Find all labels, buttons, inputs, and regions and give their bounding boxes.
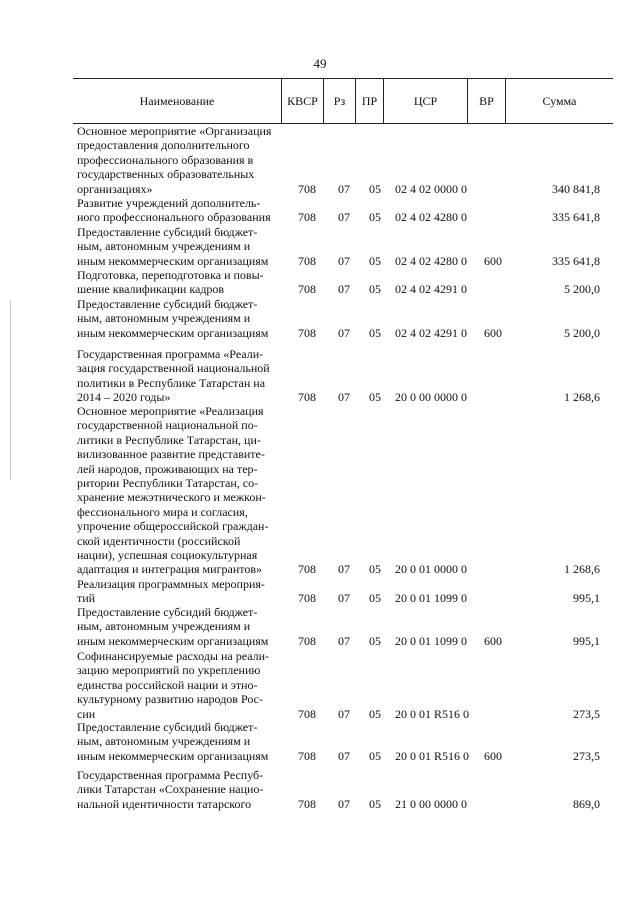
row-name: [77, 605, 277, 648]
row-name-line: лики Татарстан «Сохранение нацио-: [77, 782, 264, 797]
row-rz: 07: [338, 633, 350, 648]
row-rz: 07: [338, 748, 350, 763]
row-kvsr: 708: [298, 181, 316, 196]
row-rz: 07: [338, 796, 350, 811]
row-pr: 05: [369, 282, 381, 297]
row-csr: 02 4 02 4291 0: [395, 282, 467, 297]
row-rz: 07: [338, 591, 350, 606]
row-name: [77, 649, 277, 721]
row-name-line: нации), успешная социокультурная: [77, 548, 258, 563]
row-rz: 07: [338, 253, 350, 268]
row-name-line: организациях»: [77, 181, 153, 196]
row-name-line: Основное мероприятие «Реализация: [77, 404, 264, 418]
row-name-line: хранение межэтнического и межкон-: [77, 490, 266, 505]
row-csr: 02 4 02 4280 0: [395, 253, 467, 268]
row-name-line: государственных образовательных: [77, 167, 255, 182]
row-name-line: культурному развитию народов Рос-: [77, 692, 263, 707]
row-pr: 05: [369, 210, 381, 225]
row-name: [77, 577, 277, 606]
row-name-line: ритории Республики Татарстан, со-: [77, 476, 259, 491]
row-name: [77, 720, 277, 763]
row-vr: 600: [484, 633, 502, 648]
row-name: [77, 297, 277, 340]
row-kvsr: 708: [298, 591, 316, 606]
row-name-line: лей народов, проживающих на тер-: [77, 461, 258, 476]
row-csr: 20 0 00 0000 0: [395, 390, 467, 405]
row-name: [77, 768, 277, 811]
row-name-line: ным, автономным учреждениям и: [77, 734, 251, 749]
row-name-line: единства российской нации и этно-: [77, 677, 258, 692]
header-kvsr: КВСР: [281, 79, 323, 123]
row-name-line: нальной идентичности татарского: [77, 796, 252, 811]
row-kvsr: 708: [298, 562, 316, 577]
row-name: [77, 225, 277, 268]
row-name-line: шение квалификации кадров: [77, 282, 225, 297]
row-vr: 600: [484, 325, 502, 340]
row-vr: 600: [484, 748, 502, 763]
row-name: [77, 347, 277, 405]
row-csr: 20 0 01 1099 0: [395, 591, 467, 606]
row-rz: 07: [338, 325, 350, 340]
row-name-line: ным, автономным учреждениям и: [77, 311, 251, 326]
row-name-line: вилизованное развитие представите-: [77, 447, 265, 462]
row-kvsr: 708: [298, 796, 316, 811]
row-rz: 07: [338, 210, 350, 225]
row-name-line: литики в Республике Татарстан, ци-: [77, 432, 261, 447]
row-name-line: Государственная программа Респуб-: [77, 768, 264, 782]
row-sum: 995,1: [573, 591, 600, 606]
header-csr: ЦСР: [383, 79, 467, 123]
row-name-line: иным некоммерческим организациям: [77, 325, 269, 340]
row-sum: 869,0: [573, 796, 600, 811]
row-name-line: профессионального образования в: [77, 152, 254, 167]
row-vr: 600: [484, 253, 502, 268]
row-kvsr: 708: [298, 210, 316, 225]
row-sum: 273,5: [573, 748, 600, 763]
row-name-line: Предоставление субсидий бюджет-: [77, 605, 258, 619]
row-kvsr: 708: [298, 633, 316, 648]
row-sum: 1 268,6: [564, 562, 600, 577]
row-sum: 335 641,8: [552, 210, 600, 225]
row-name-line: ской идентичности (российской: [77, 533, 241, 548]
row-kvsr: 708: [298, 706, 316, 721]
page-number: 49: [313, 56, 327, 71]
row-sum: 5 200,0: [564, 282, 600, 297]
row-name-line: Предоставление субсидий бюджет-: [77, 720, 258, 734]
scan-margin-mark: [10, 300, 11, 480]
row-sum: 335 641,8: [552, 253, 600, 268]
row-sum: 340 841,8: [552, 181, 600, 196]
row-name-line: Развитие учреждений дополнитель-: [77, 196, 261, 210]
row-name-line: 2014 – 2020 годы»: [77, 390, 171, 405]
row-name: [77, 124, 277, 196]
row-name-line: Подготовка, переподготовка и повы-: [77, 268, 264, 282]
row-csr: 20 0 01 1099 0: [395, 633, 467, 648]
row-pr: 05: [369, 633, 381, 648]
row-name-line: упрочение общероссийской граждан-: [77, 519, 269, 534]
row-pr: 05: [369, 591, 381, 606]
row-name-line: зация государственной национальной: [77, 361, 270, 376]
row-name-line: зацию мероприятий по укреплению: [77, 663, 261, 678]
row-csr: 20 0 01 0000 0: [395, 562, 467, 577]
row-name: [77, 404, 277, 577]
row-name-line: государственной национальной по-: [77, 418, 258, 433]
row-name-line: ным, автономным учреждениям и: [77, 619, 251, 634]
header-rz: Рз: [323, 79, 355, 123]
header-sum: Сумма: [505, 79, 613, 123]
row-pr: 05: [369, 796, 381, 811]
row-csr: 02 4 02 4280 0: [395, 210, 467, 225]
row-csr: 20 0 01 R516 0: [395, 706, 470, 721]
row-sum: 273,5: [573, 706, 600, 721]
row-name-line: ного профессионального образования: [77, 210, 271, 225]
row-name-line: политики в Республике Татарстан на: [77, 375, 266, 390]
row-name-line: Предоставление субсидий бюджет-: [77, 297, 258, 311]
row-name-line: сии: [77, 706, 96, 721]
row-kvsr: 708: [298, 282, 316, 297]
row-name-line: Предоставление субсидий бюджет-: [77, 225, 258, 239]
row-name-line: иным некоммерческим организациям: [77, 253, 269, 268]
row-csr: 21 0 00 0000 0: [395, 796, 467, 811]
row-name-line: Государственная программа «Реали-: [77, 347, 264, 361]
row-kvsr: 708: [298, 253, 316, 268]
row-sum: 1 268,6: [564, 390, 600, 405]
row-name-line: адаптация и интеграция мигрантов»: [77, 562, 262, 577]
header-pr: ПР: [355, 79, 383, 123]
row-rz: 07: [338, 706, 350, 721]
row-pr: 05: [369, 562, 381, 577]
row-rz: 07: [338, 282, 350, 297]
row-kvsr: 708: [298, 748, 316, 763]
row-rz: 07: [338, 181, 350, 196]
row-sum: 5 200,0: [564, 325, 600, 340]
row-kvsr: 708: [298, 325, 316, 340]
row-csr: 02 4 02 0000 0: [395, 181, 467, 196]
row-name-line: Софинансируемые расходы на реали-: [77, 649, 270, 663]
header-name: Наименование: [139, 94, 215, 108]
row-name-line: тий: [77, 591, 96, 606]
row-csr: 20 0 01 R516 0: [395, 748, 470, 763]
row-name-line: фессионального мира и согласия,: [77, 504, 248, 519]
row-name-line: иным некоммерческим организациям: [77, 748, 269, 763]
row-pr: 05: [369, 325, 381, 340]
row-csr: 02 4 02 4291 0: [395, 325, 467, 340]
header-vr: ВР: [467, 79, 505, 123]
row-name-line: Реализация программных мероприя-: [77, 577, 265, 591]
row-pr: 05: [369, 748, 381, 763]
row-pr: 05: [369, 706, 381, 721]
row-name-line: предоставления дополнительного: [77, 138, 250, 153]
row-name-line: иным некоммерческим организациям: [77, 633, 269, 648]
row-pr: 05: [369, 181, 381, 196]
row-name-line: Основное мероприятие «Организация: [77, 124, 272, 138]
row-rz: 07: [338, 390, 350, 405]
row-pr: 05: [369, 253, 381, 268]
row-kvsr: 708: [298, 390, 316, 405]
row-name: [77, 268, 277, 297]
row-name-line: ным, автономным учреждениям и: [77, 239, 251, 254]
row-pr: 05: [369, 390, 381, 405]
table-header: [73, 78, 613, 124]
row-sum: 995,1: [573, 633, 600, 648]
row-rz: 07: [338, 562, 350, 577]
row-name: [77, 196, 277, 225]
